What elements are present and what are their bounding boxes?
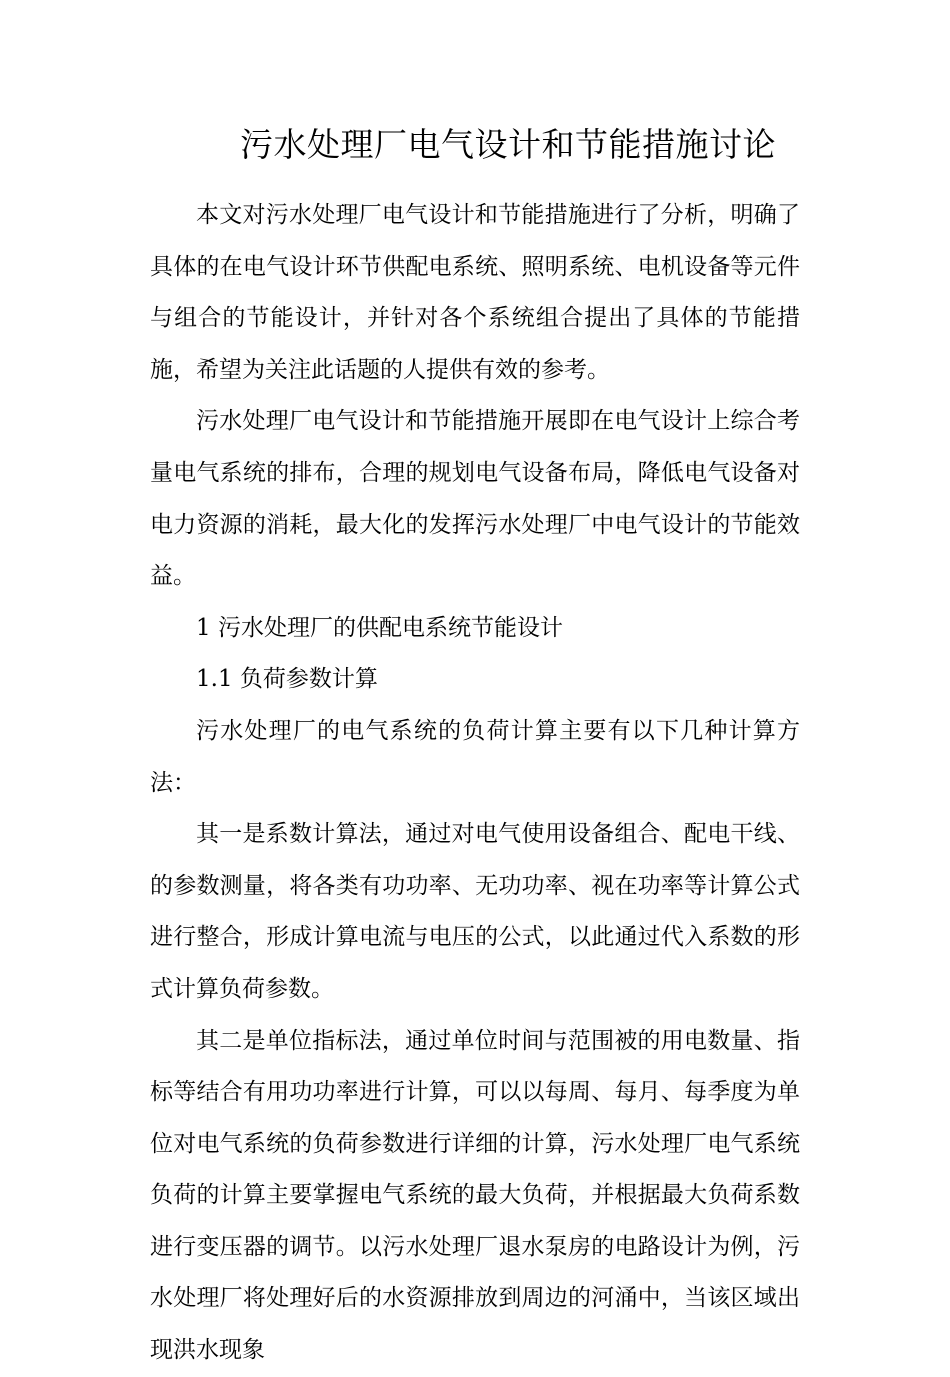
paragraph-abstract: 本文对污水处理厂电气设计和节能措施进行了分析，明确了具体的在电气设计环节供配电系统、照明系统、电机设备等元件与组合的节能设计，并针对各个系统组合提出了具体的节能措施，希望为关注此话题的人提供有效的参考。 [150, 202, 800, 383]
paragraph-intro: 污水处理厂电气设计和节能措施开展即在电气设计上综合考量电气系统的排布，合理的规划电气设备布局，降低电气设备对电力资源的消耗，最大化的发挥污水处理厂中电气设计的节能效益。 [150, 408, 800, 590]
section-heading-1: 1 污水处理厂的供配电系统节能设计 [196, 614, 563, 641]
paragraph-methods-intro: 污水处理厂的电气系统的负荷计算主要有以下几种计算方法： [150, 717, 800, 796]
section-heading-1-1: 1.1 负荷参数计算 [196, 666, 378, 693]
paragraph-method-2: 其二是单位指标法，通过单位时间与范围被的用电数量、指标等结合有用功功率进行计算，可以以每周、每月、每季度为单位对电气系统的负荷参数进行详细的计算，污水处理厂电气系统负荷的计算主要掌握电气系统的最大负荷，并根据最大负荷系数进行变压器的调节。以污水处理厂退水泵房的电路设计为例，污水处理厂将处理好后的水资源排放到周边的河涌中，当该区域出现洪水现象 [150, 1027, 800, 1364]
document-body [150, 190, 800, 1377]
paragraph-method-1: 其一是系数计算法，通过对电气使用设备组合、配电干线、的参数测量，将各类有功功率、无功功率、视在功率等计算公式进行整合，形成计算电流与电压的公式，以此通过代入系数的形式计算负荷参数。 [150, 821, 800, 1002]
document-title: 污水处理厂电气设计和节能措施讨论 [240, 125, 776, 164]
